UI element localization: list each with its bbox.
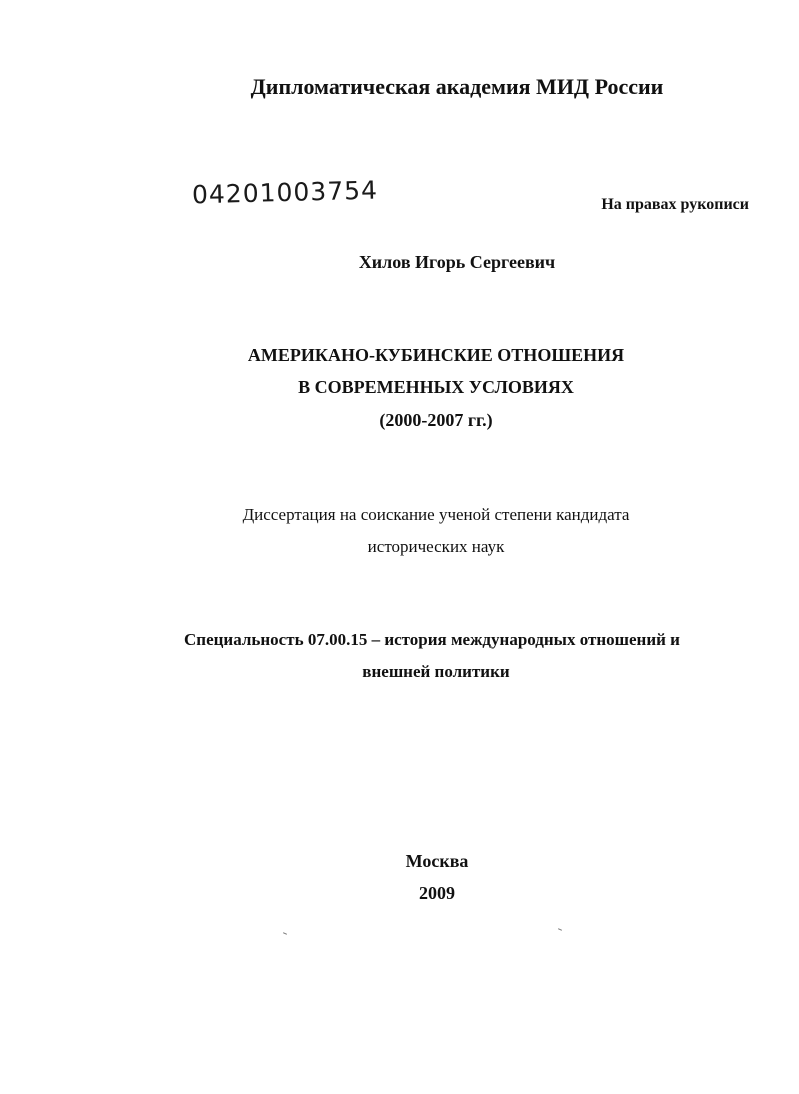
degree-description-line-2: исторических наук [367, 537, 505, 556]
degree-description-line-1: Диссертация на соискание ученой степени кандидата [242, 505, 630, 524]
author-name: Хилов Игорь Сергеевич [358, 252, 556, 272]
thesis-title-line-1: АМЕРИКАНО-КУБИНСКИЕ ОТНОШЕНИЯ [247, 345, 625, 365]
publication-year: 2009 [419, 883, 455, 903]
scan-speck [283, 932, 287, 935]
manuscript-rights-note: На правах рукописи [601, 196, 749, 213]
thesis-title-line-2: В СОВРЕМЕННЫХ УСЛОВИЯХ [298, 377, 574, 397]
publication-city: Москва [405, 851, 469, 871]
institution-name: Дипломатическая академия МИД России [250, 74, 664, 99]
specialty-line-1: Специальность 07.00.15 – история международных отношений и [184, 630, 680, 649]
scan-speck [558, 928, 562, 931]
specialty-line-2: внешней политики [362, 662, 510, 681]
thesis-title-years: (2000-2007 гг.) [379, 410, 493, 430]
handwritten-catalog-number: 04201003754 [191, 175, 379, 210]
